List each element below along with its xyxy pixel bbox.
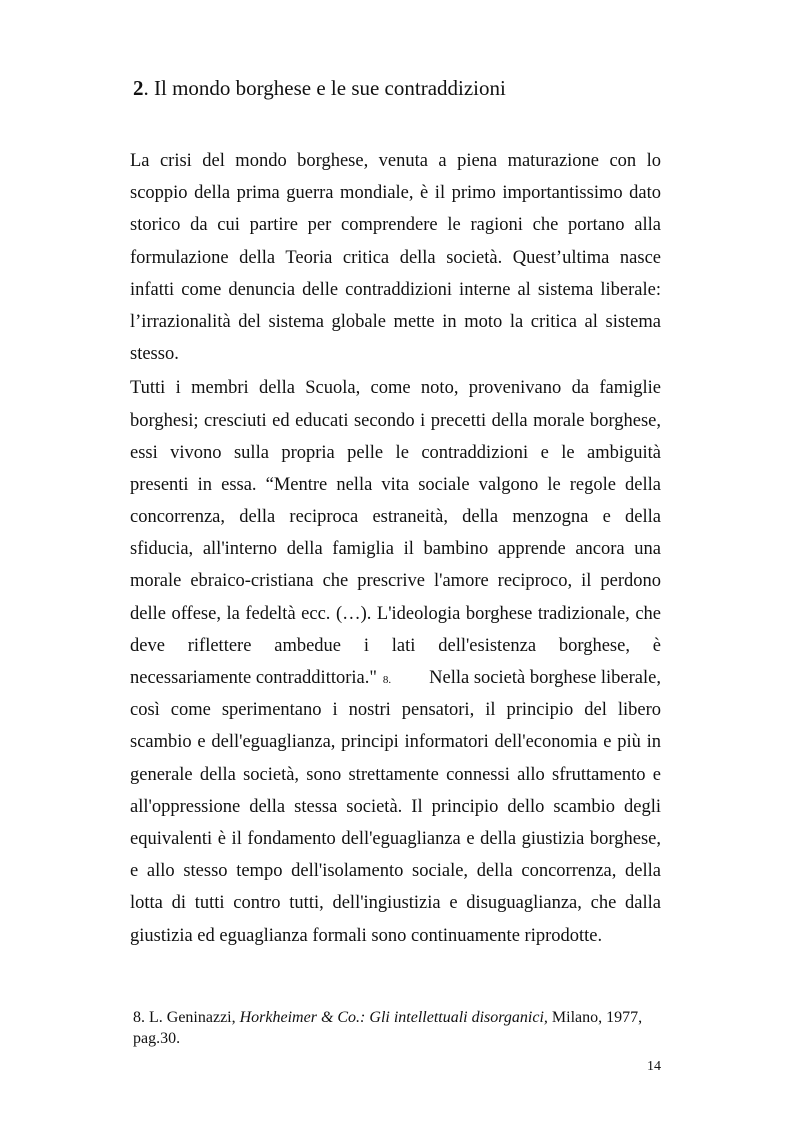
- body-text: [130, 145, 661, 952]
- text-line: così come sperimentano i nostri pensatori, il principio del libero: [130, 700, 661, 721]
- footnote: [133, 1007, 653, 1049]
- text-line-with-footnote-ref: [130, 662, 661, 694]
- text-line: morale ebraico-cristiana che prescrive l'amore reciproco, il perdono: [130, 571, 661, 592]
- page-number: 14: [647, 1059, 661, 1074]
- text-line: scoppio della prima guerra mondiale, è il primo importantissimo dato: [130, 183, 661, 204]
- text-line: Tutti i membri della Scuola, come noto, provenivano da famiglie: [130, 378, 661, 399]
- text-line: La crisi del mondo borghese, venuta a piena maturazione con lo: [130, 151, 661, 171]
- text-line: essi vivono sulla propria pelle le contraddizioni e le ambiguità: [130, 442, 661, 463]
- text-line: infatti come denuncia delle contraddizioni interne al sistema liberale:: [130, 279, 661, 300]
- footnote-reference: 8.: [382, 674, 392, 686]
- text-line: stesso.: [130, 344, 179, 365]
- text-line: scambio e dell'eguaglianza, principi informatori dell'economia e più in: [130, 732, 661, 753]
- footnote-prefix: 8. L. Geninazzi,: [133, 1009, 240, 1026]
- footnote-suffix: Milano, 1977,: [547, 1009, 643, 1026]
- text-line: all'oppressione della stessa società. Il principio dello scambio degli: [130, 796, 661, 817]
- text-line: formulazione della Teoria critica della società. Quest’ultima nasce: [130, 247, 661, 268]
- ref-line-end: Nella società borghese liberale,: [429, 668, 661, 688]
- text-line: e allo stesso tempo dell'isolamento sociale, della concorrenza, della: [130, 861, 661, 882]
- text-line: lotta di tutti contro tutti, dell'ingiustizia e disuguaglianza, che dalla: [130, 893, 661, 914]
- footnote-page: pag.30.: [133, 1030, 181, 1047]
- section-title: . Il mondo borghese e le sue contraddizioni: [143, 76, 506, 100]
- paragraph-2: [130, 372, 661, 951]
- text-line: deve riflettere ambedue i lati dell'esistenza borghese, è: [130, 635, 661, 656]
- text-line: sfiducia, all'interno della famiglia il bambino apprende ancora una: [130, 539, 661, 560]
- ref-line-start: necessariamente contraddittoria." 8.: [130, 668, 392, 688]
- text-line: giustizia ed eguaglianza formali sono continuamente riprodotte.: [130, 925, 603, 946]
- text-line: generale della società, sono strettamente connessi allo sfruttamento e: [130, 764, 661, 785]
- section-heading: [133, 74, 693, 102]
- text-line: storico da cui partire per comprendere le ragioni che portano alla: [130, 215, 661, 236]
- text-line: borghesi; cresciuti ed educati secondo i precetti della morale borghese,: [130, 410, 661, 431]
- paragraph-1: [130, 145, 661, 370]
- text-line: l’irrazionalità del sistema globale mette in moto la critica al sistema: [130, 311, 661, 332]
- section-number: 2: [133, 76, 144, 100]
- text-line: concorrenza, della reciproca estraneità, della menzogna e della: [130, 507, 661, 528]
- footnote-book-title: Horkheimer & Co.: Gli intellettuali disorganici,: [239, 1009, 548, 1026]
- text-line: delle offese, la fedeltà ecc. (…). L'ideologia borghese tradizionale, che: [130, 603, 661, 624]
- text-line: equivalenti è il fondamento dell'eguaglianza e della giustizia borghese,: [130, 828, 661, 849]
- text-line: presenti in essa. “Mentre nella vita sociale valgono le regole della: [130, 474, 661, 495]
